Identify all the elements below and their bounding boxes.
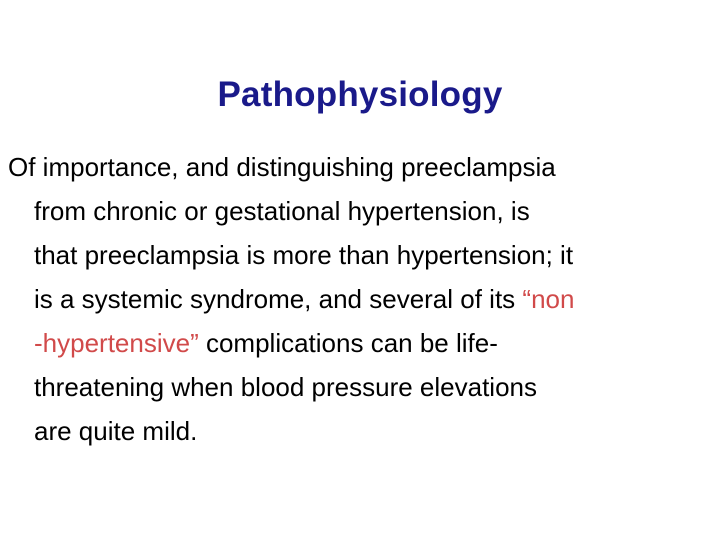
body-line-4 xyxy=(34,284,574,314)
highlight-non-open: “non xyxy=(522,284,575,314)
body-line-4-text: is a systemic syndrome, and several of its xyxy=(34,284,523,314)
highlight-hypertensive: -hypertensive” xyxy=(34,328,199,358)
body-line-6: threatening when blood pressure elevations xyxy=(34,372,538,402)
body-line-3: that preeclampsia is more than hypertension; it xyxy=(34,240,574,270)
body-line-5-text: complications can be life- xyxy=(198,328,498,358)
body-line-2: from chronic or gestational hypertension, is xyxy=(34,196,530,226)
slide-title: Pathophysiology xyxy=(217,75,503,114)
body-line-1: Of importance, and distinguishing preeclampsia xyxy=(8,152,556,182)
body-line-5 xyxy=(34,328,498,358)
body-line-7: are quite mild. xyxy=(34,416,198,446)
